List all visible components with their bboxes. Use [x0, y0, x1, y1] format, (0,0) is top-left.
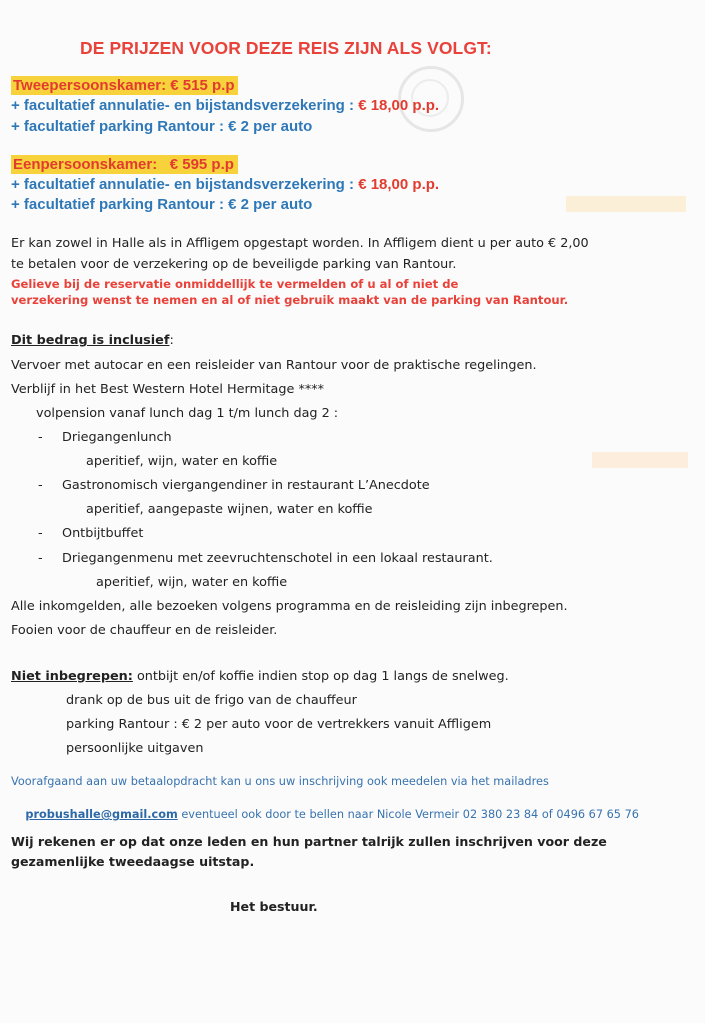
signature: Het bestuur. — [230, 899, 318, 914]
included-heading: Dit bedrag is inclusief: — [11, 333, 174, 348]
excluded-item-2: drank op de bus uit de frigo van de chauffeur — [66, 693, 357, 708]
reservation-notice-1: Gelieve bij de reservatie onmiddellijk te vermelden of u al of niet de — [11, 277, 459, 291]
excluded-item-4: persoonlijke uitgaven — [66, 741, 204, 756]
meal-4-drinks: aperitief, wijn, water en koffie — [96, 575, 288, 590]
single-room-insurance: + facultatief annulatie- en bijstandsverzekering : € 18,00 p.p. — [11, 176, 440, 193]
double-room-insurance: + facultatief annulatie- en bijstandsverzekering : € 18,00 p.p. — [11, 97, 440, 114]
closing-line-2: gezamenlijke tweedaagse uitstap. — [11, 854, 255, 869]
excluded-first-line — [11, 669, 509, 684]
meal-2-drinks: aperitief, aangepaste wijnen, water en koffie — [86, 502, 373, 517]
excluded-item-1: ontbijt en/of koffie indien stop op dag 1 langs de snelweg. — [132, 669, 509, 684]
contact-line-1: Voorafgaand aan uw betaalopdracht kan u ons uw inschrijving ook meedelen via het mailadres — [11, 775, 549, 788]
double-room-parking: + facultatief parking Rantour : € 2 per auto — [11, 118, 313, 135]
list-bullet: - — [38, 551, 43, 566]
meal-1-drinks: aperitief, wijn, water en koffie — [86, 454, 278, 469]
email-link[interactable]: probushalle@gmail.com — [25, 808, 178, 821]
bleed-through-highlight — [592, 452, 688, 468]
meal-1: Driegangenlunch — [62, 430, 172, 445]
included-board: volpension vanaf lunch dag 1 t/m lunch dag 2 : — [36, 406, 339, 421]
list-bullet: - — [38, 430, 43, 445]
contact-phone: eventueel ook door te bellen naar Nicole Vermeir 02 380 23 84 of 0496 67 65 76 — [177, 808, 639, 821]
included-hotel: Verblijf in het Best Western Hotel Hermitage **** — [11, 382, 325, 397]
double-room-price — [11, 75, 238, 94]
included-transport: Vervoer met autocar en een reisleider van Rantour voor de praktische regelingen. — [11, 358, 537, 373]
page-title: DE PRIJZEN VOOR DEZE REIS ZIJN ALS VOLGT: — [80, 38, 492, 58]
boarding-line-2: te betalen voor de verzekering op de beveiligde parking van Rantour. — [11, 257, 457, 272]
single-room-parking: + facultatief parking Rantour : € 2 per auto — [11, 196, 313, 213]
list-bullet: - — [38, 526, 43, 541]
meal-3: Ontbijtbuffet — [62, 526, 144, 541]
reservation-notice-2: verzekering wenst te nemen en al of niet gebruik maakt van de parking van Rantour. — [11, 293, 569, 307]
included-fees: Alle inkomgelden, alle bezoeken volgens programma en de reisleiding zijn inbegrepen. — [11, 599, 568, 614]
included-tips: Fooien voor de chauffeur en de reisleider. — [11, 623, 278, 638]
list-bullet: - — [38, 478, 43, 493]
closing-line-1: Wij rekenen er op dat onze leden en hun partner talrijk zullen inschrijven voor deze — [11, 834, 607, 849]
excluded-item-3: parking Rantour : € 2 per auto voor de vertrekkers vanuit Affligem — [66, 717, 492, 732]
bleed-through-highlight — [566, 196, 686, 212]
meal-4: Driegangenmenu met zeevruchtenschotel in een lokaal restaurant. — [62, 551, 493, 566]
single-room-price — [11, 154, 238, 173]
boarding-line-1: Er kan zowel in Halle als in Affligem opgestapt worden. In Affligem dient u per auto € 2,00 — [11, 236, 589, 251]
excluded-heading: Niet inbegrepen: — [11, 669, 133, 684]
meal-2: Gastronomisch viergangendiner in restaurant L’Anecdote — [62, 478, 430, 493]
double-room-label: Tweepersoonskamer: € 515 p.p — [11, 76, 238, 95]
single-room-label: Eenpersoonskamer: € 595 p.p — [11, 155, 238, 174]
contact-line-2 — [11, 795, 639, 834]
